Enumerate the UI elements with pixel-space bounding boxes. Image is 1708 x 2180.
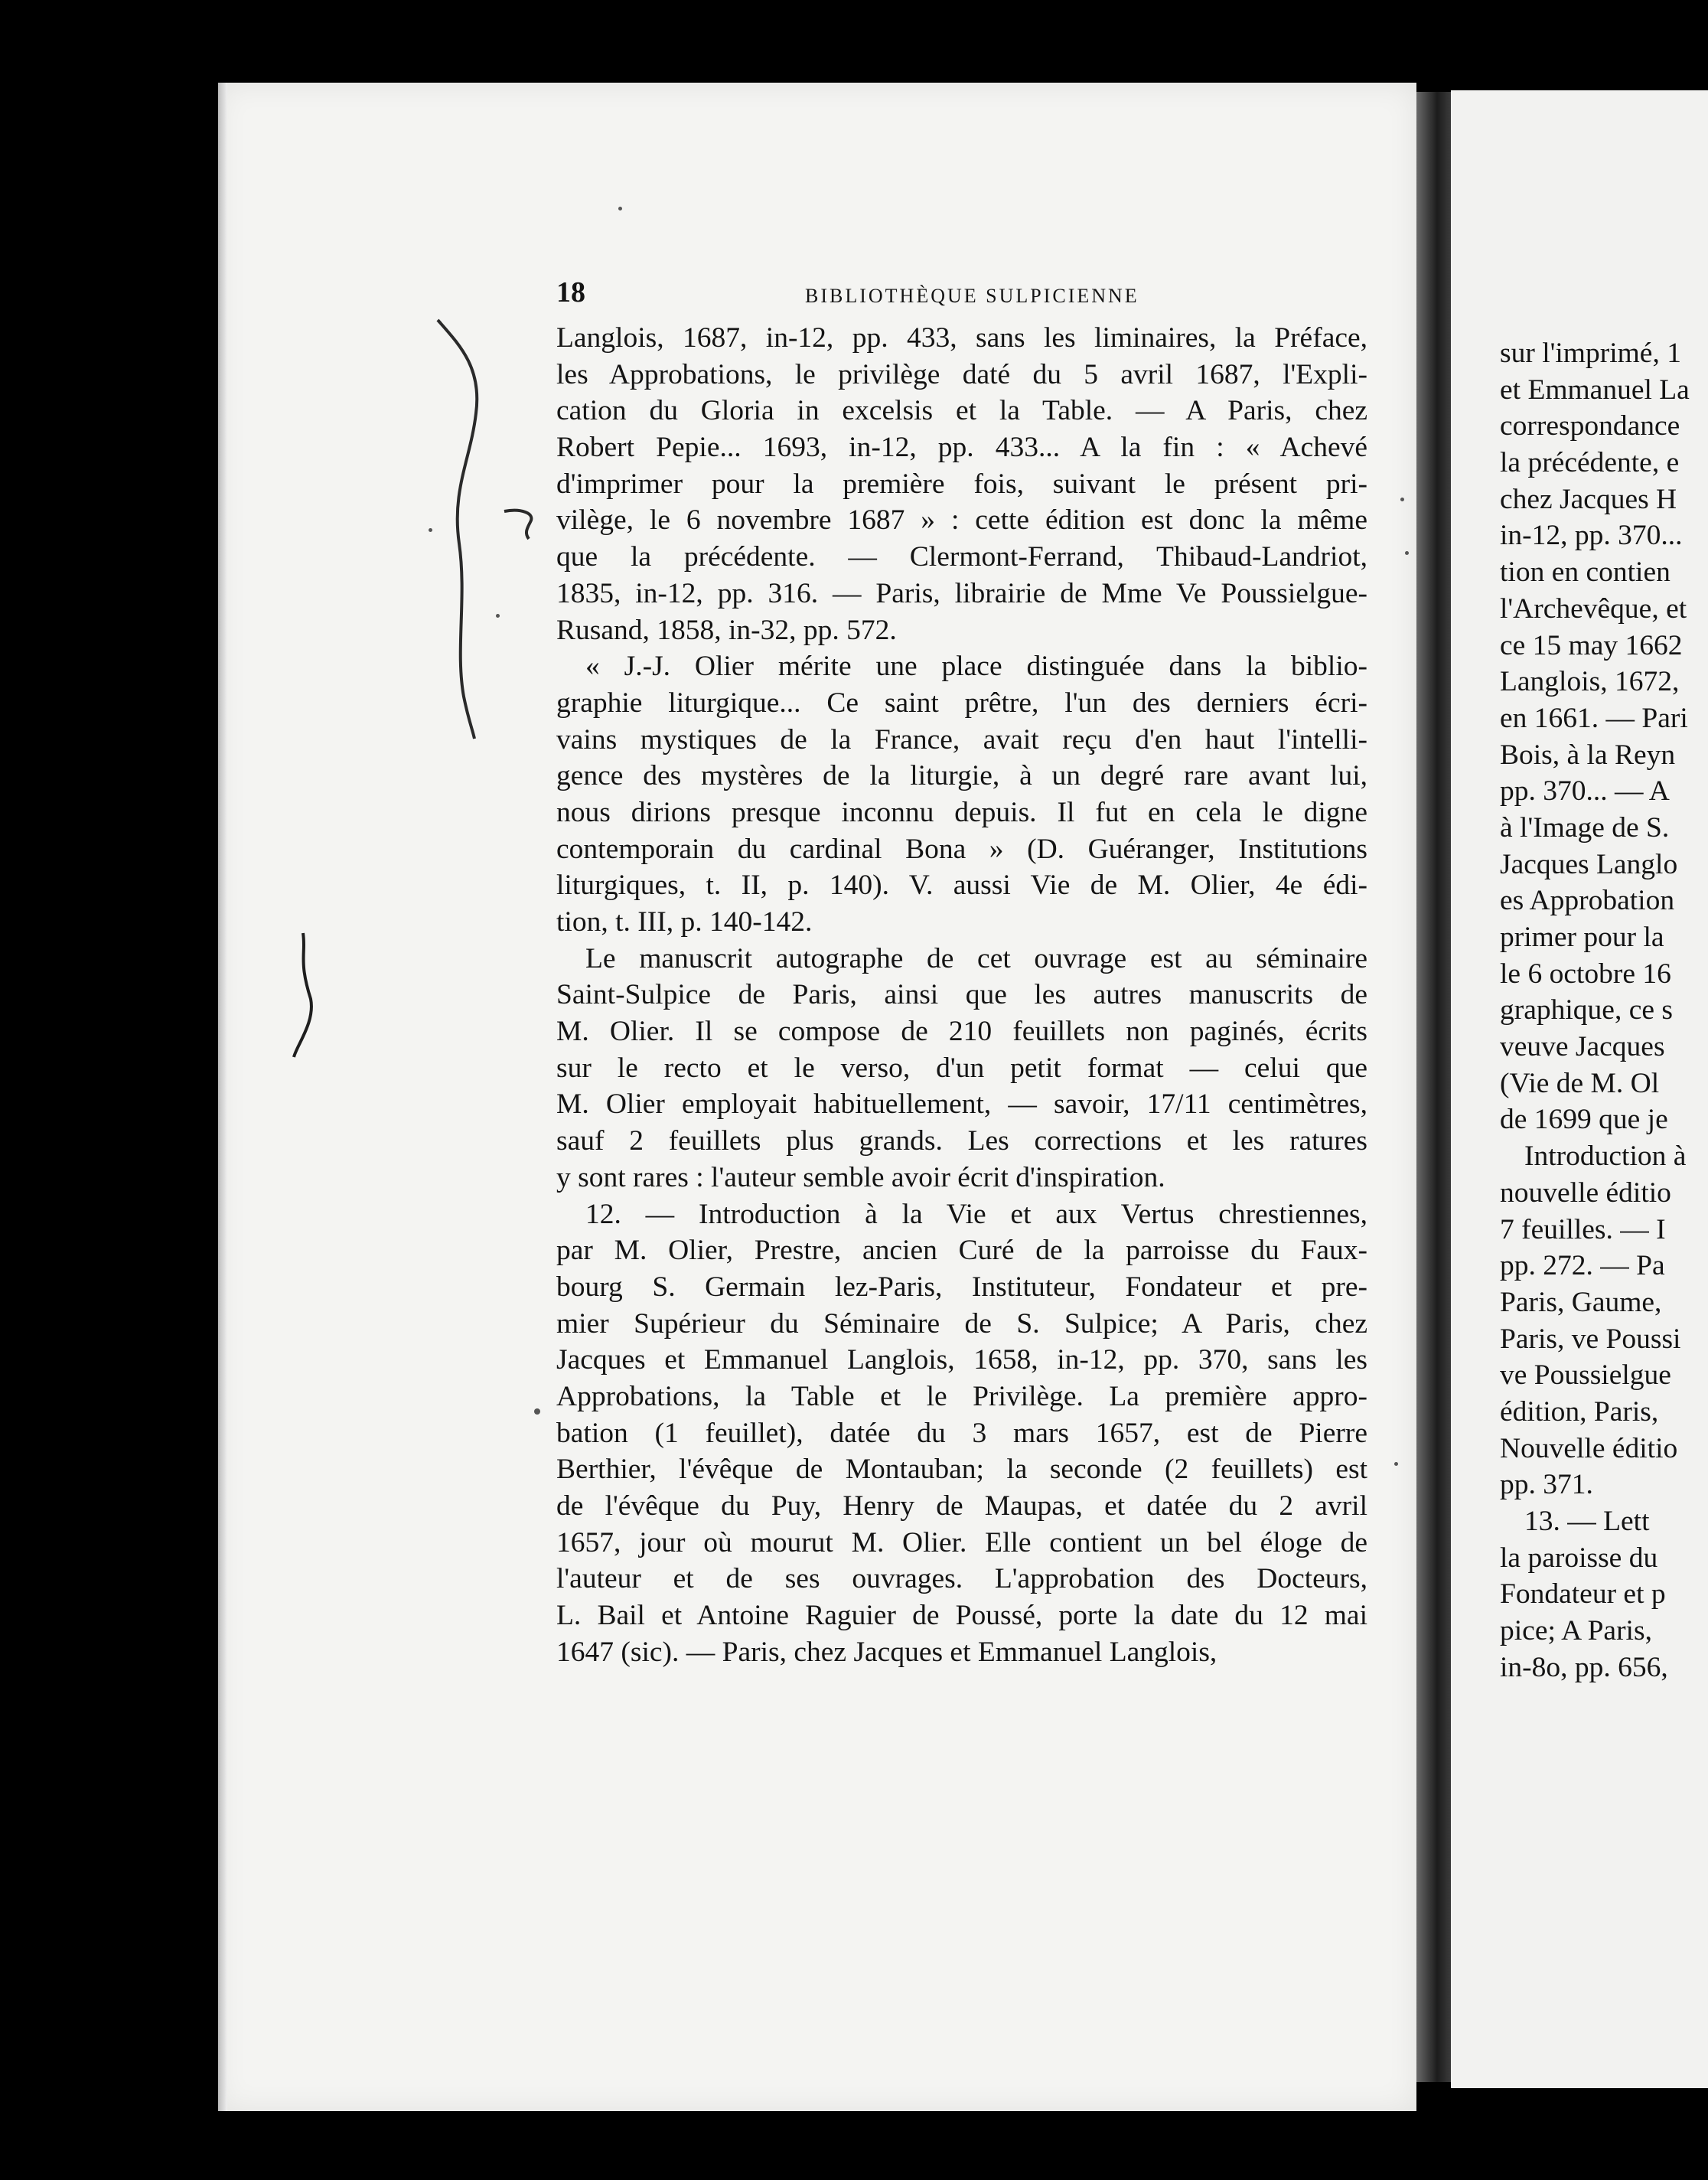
text-line: pp. 272. — Pa (1500, 1250, 1665, 1282)
text-line: chez Jacques H (1500, 483, 1677, 515)
text-line: vilège, le 6 novembre 1687 » : cette édition est donc la même (556, 504, 1367, 537)
text-line: d'imprimer pour la première fois, suivant le présent pri- (556, 468, 1367, 500)
text-line: Fondateur et p (1500, 1578, 1666, 1611)
text-line: Paris, Gaume, (1500, 1286, 1662, 1318)
text-line: Introduction à (1524, 1141, 1687, 1173)
text-line: cation du Gloria in excelsis et la Table. — A Paris, chez (556, 395, 1367, 427)
text-line: pp. 370... — A (1500, 775, 1670, 808)
text-line: 1835, in-12, pp. 316. — Paris, librairie de Mme Ve Poussielgue- (556, 577, 1367, 609)
text-line: 12. — Introduction à la Vie et aux Vertus chrestiennes, (585, 1198, 1367, 1230)
text-line: gence des mystères de la liturgie, à un degré rare avant lui, (556, 760, 1367, 792)
text-line: édition, Paris, (1500, 1395, 1659, 1428)
text-line: à l'Image de S. (1500, 811, 1670, 844)
left-page-text (556, 320, 1367, 1670)
right-page (1451, 90, 1708, 2088)
text-line: tion en contien (1500, 556, 1671, 589)
text-line: L. Bail et Antoine Raguier de Poussé, porte la date du 12 mai (556, 1600, 1367, 1632)
text-line: Approbations, la Table et le Privilège. La première appro- (556, 1380, 1367, 1412)
text-line: et Emmanuel La (1500, 374, 1690, 406)
text-line: la précédente, e (1500, 447, 1680, 479)
text-line: 1657, jour où mourut M. Olier. Elle contient un bel éloge de (556, 1526, 1367, 1558)
text-line: Paris, ve Poussi (1500, 1323, 1681, 1355)
text-line: le 6 octobre 16 (1500, 958, 1671, 990)
text-line: veuve Jacques (1500, 1031, 1665, 1063)
text-line: Jacques et Emmanuel Langlois, 1658, in-12, pp. 370, sans les (556, 1344, 1367, 1376)
text-line: en 1661. — Pari (1500, 702, 1688, 734)
text-line: Le manuscrit autographe de cet ouvrage est au séminaire (585, 942, 1367, 974)
text-line: tion, t. III, p. 140-142. (556, 906, 813, 938)
text-line: graphique, ce s (1500, 994, 1673, 1026)
text-line: Langlois, 1672, (1500, 666, 1680, 698)
text-line: Rusand, 1858, in-32, pp. 572. (556, 614, 897, 646)
text-line: sur l'imprimé, 1 (1500, 338, 1681, 369)
text-line: liturgiques, t. II, p. 140). V. aussi Vie de M. Olier, 4e édi- (556, 870, 1367, 902)
text-line: Bois, à la Reyn (1500, 739, 1676, 771)
text-line: l'Archevêque, et (1500, 592, 1687, 625)
text-line: 13. — Lett (1524, 1506, 1650, 1537)
text-line: l'auteur et de ses ouvrages. L'approbation des Docteurs, (556, 1563, 1367, 1595)
text-line: bation (1 feuillet), datée du 3 mars 1657, est de Pierre (556, 1417, 1367, 1449)
margin-hook-mark (501, 505, 539, 543)
text-line: « J.-J. Olier mérite une place distinguée dans la biblio- (585, 651, 1367, 683)
text-line: Saint-Sulpice de Paris, ainsi que les autres manuscrits de (556, 979, 1367, 1011)
margin-paren-mark (289, 930, 320, 1060)
text-line: 1647 (sic). — Paris, chez Jacques et Emmanuel Langlois, (556, 1636, 1217, 1668)
text-line: ve Poussielgue (1500, 1359, 1671, 1392)
text-line: Nouvelle éditio (1500, 1432, 1678, 1464)
text-line: de l'évêque du Puy, Henry de Maupas, et datée du 2 avril (556, 1490, 1367, 1522)
text-line: Berthier, l'évêque de Montauban; la seconde (2 feuillets) est (556, 1454, 1367, 1486)
text-line: primer pour la (1500, 922, 1664, 953)
margin-bracket-mark (429, 314, 497, 742)
page-number: 18 (556, 276, 585, 308)
text-line: pice; A Paris, (1500, 1615, 1652, 1647)
text-line: de 1699 que je (1500, 1104, 1668, 1136)
text-line: la paroisse du (1500, 1542, 1658, 1574)
text-line: sauf 2 feuillets plus grands. Les corrections et les ratures (556, 1125, 1367, 1157)
text-line: contemporain du cardinal Bona » (D. Guéranger, Institutions (556, 833, 1367, 865)
text-line: in-8o, pp. 656, (1500, 1651, 1668, 1683)
page-header (556, 276, 1367, 314)
text-line: mier Supérieur du Séminaire de S. Sulpice; A Paris, chez (556, 1307, 1367, 1340)
text-line: par M. Olier, Prestre, ancien Curé de la parroisse du Faux- (556, 1235, 1367, 1267)
text-line: 7 feuilles. — I (1500, 1213, 1666, 1245)
text-line: bourg S. Germain lez-Paris, Instituteur, Fondateur et pre- (556, 1271, 1367, 1303)
text-line: les Approbations, le privilège daté du 5 avril 1687, l'Expli- (556, 358, 1367, 390)
text-line: sur le recto et le verso, d'un petit format — celui que (556, 1052, 1367, 1084)
text-line: (Vie de M. Ol (1500, 1067, 1660, 1099)
text-line: M. Olier employait habituellement, — savoir, 17/11 centimètres, (556, 1088, 1367, 1121)
text-line: correspondance (1500, 410, 1680, 442)
text-line: ce 15 may 1662 (1500, 629, 1683, 661)
right-page-text (1500, 335, 1708, 1686)
text-line: in-12, pp. 370... (1500, 520, 1683, 552)
text-line: M. Olier. Il se compose de 210 feuillets non paginés, écrits (556, 1016, 1367, 1048)
text-line: graphie liturgique... Ce saint prêtre, l'un des derniers écri- (556, 687, 1367, 719)
text-line: y sont rares : l'auteur semble avoir écrit d'inspiration. (556, 1161, 1165, 1193)
text-line: nouvelle éditio (1500, 1176, 1671, 1209)
text-line: que la précédente. — Clermont-Ferrand, Thibaud-Landriot, (556, 541, 1367, 573)
book-gutter (1416, 92, 1451, 2082)
text-line: Jacques Langlo (1500, 848, 1678, 880)
text-line: Langlois, 1687, in-12, pp. 433, sans les liminaires, la Préface, (556, 322, 1367, 354)
text-line: pp. 371. (1500, 1469, 1593, 1501)
text-line: nous dirions presque inconnu depuis. Il fut en cela le digne (556, 796, 1367, 828)
running-title: BIBLIOTHÈQUE SULPICIENNE (805, 285, 1139, 307)
text-line: vains mystiques de la France, avait reçu d'en haut l'intelli- (556, 723, 1367, 755)
text-line: es Approbation (1500, 885, 1675, 917)
text-line: Robert Pepie... 1693, in-12, pp. 433... A la fin : « Achevé (556, 432, 1367, 464)
